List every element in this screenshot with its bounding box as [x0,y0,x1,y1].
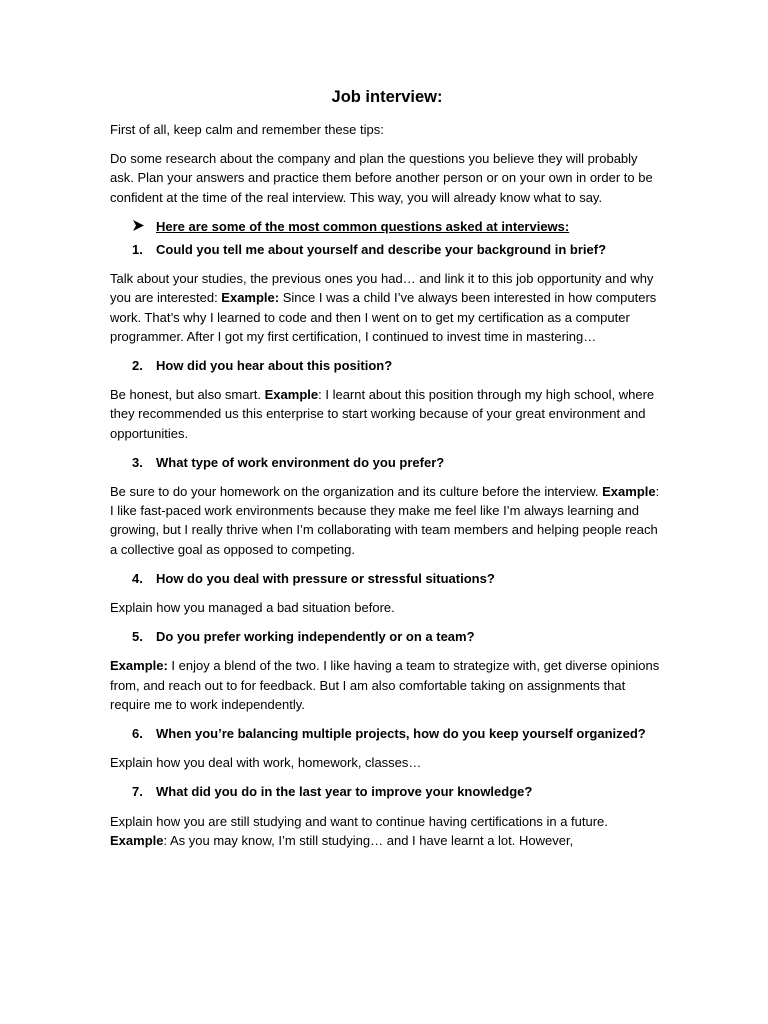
question-text: How did you hear about this position? [156,358,393,374]
answer-example-text: : As you may know, I’m still studying… and I have learnt a lot. However, [163,832,574,848]
question-item-2 [110,356,660,375]
question-number: 1. [132,242,143,258]
arrow-bullet-icon [132,217,145,236]
answer-text: Be honest, but also smart. [110,387,265,403]
example-label: Example [264,387,319,403]
question-number: 2. [132,358,143,374]
question-number: 6. [132,726,143,742]
example-label: Example [602,484,656,500]
answer-text: Talk about your studies, the previous ones you had… and link it to this job opportunity and why you are interested: [110,271,654,306]
answer-paragraph-1 [110,269,660,346]
question-number: 3. [132,454,143,470]
answer-text: Be sure to do your homework on the organization and its culture before the interview. [110,484,603,500]
answer-paragraph-5 [110,656,660,714]
question-text: Do you prefer working independently or on a team? [156,629,475,645]
question-item-6 [110,724,660,743]
answer-paragraph-3 [110,482,660,559]
common-questions-heading [110,217,660,236]
answer-paragraph-7 [110,812,660,850]
page-title: Job interview: [331,88,443,106]
question-text: What type of work environment do you prefer? [156,454,445,470]
question-item-4 [110,569,660,588]
answer-paragraph-6: Explain how you deal with work, homework, classes… [110,755,422,771]
example-label: Example [110,832,164,848]
answer-paragraph-4: Explain how you managed a bad situation before. [110,600,395,616]
answer-example-text: I enjoy a blend of the two. I like having a team to strategize with, get diverse opinions from, and reach out to for feedback. But I am also comfortable taking on assignments that require me to work independently. [110,658,660,712]
intro-paragraph: First of all, keep calm and remember these tips: [110,122,384,137]
question-text: What did you do in the last year to improve your knowledge? [156,784,533,800]
question-item-1 [110,240,660,259]
question-text: How do you deal with pressure or stressful situations? [156,570,495,586]
question-item-7 [110,782,660,801]
common-questions-heading-text: Here are some of the most common questions asked at interviews: [156,218,570,234]
example-label: Example: [221,290,280,306]
question-item-3 [110,453,660,472]
answer-example-text: Since I was a child I’ve always been interested in how computers work. That’s why I learned to code and then I went on to get my certification as a computer programmer. After I got my first certification, I continued to invest time in mastering… [110,290,657,344]
answer-paragraph-2 [110,385,660,443]
answer-text: Explain how you are still studying and want to continue having certifications in a future. [110,813,608,829]
example-label: Example: [110,658,168,674]
question-item-5 [110,627,660,646]
question-number: 7. [132,784,143,800]
answer-example-text: : I like fast-paced work environments because they make me feel like I’m always learning and growing, but I really thrive when I’m collaborating with team members and helping people reach a collective goal as opposed to competing. [110,484,660,557]
question-text: When you’re balancing multiple projects, how do you keep yourself organized? [156,726,646,742]
question-number: 4. [132,570,143,586]
research-paragraph: Do some research about the company and plan the questions you believe they will probably ask. Plan your answers and practice them before another person or on your own in order to be confident at the time of the real interview. This way, you will already know what to say. [110,151,653,205]
answer-example-text: : I learnt about this position through my high school, where they recommended us this enterprise to start working because of your great environment and opportunities. [110,387,655,441]
document-page [110,86,660,860]
question-text: Could you tell me about yourself and describe your background in brief? [156,242,607,258]
question-number: 5. [132,629,143,645]
